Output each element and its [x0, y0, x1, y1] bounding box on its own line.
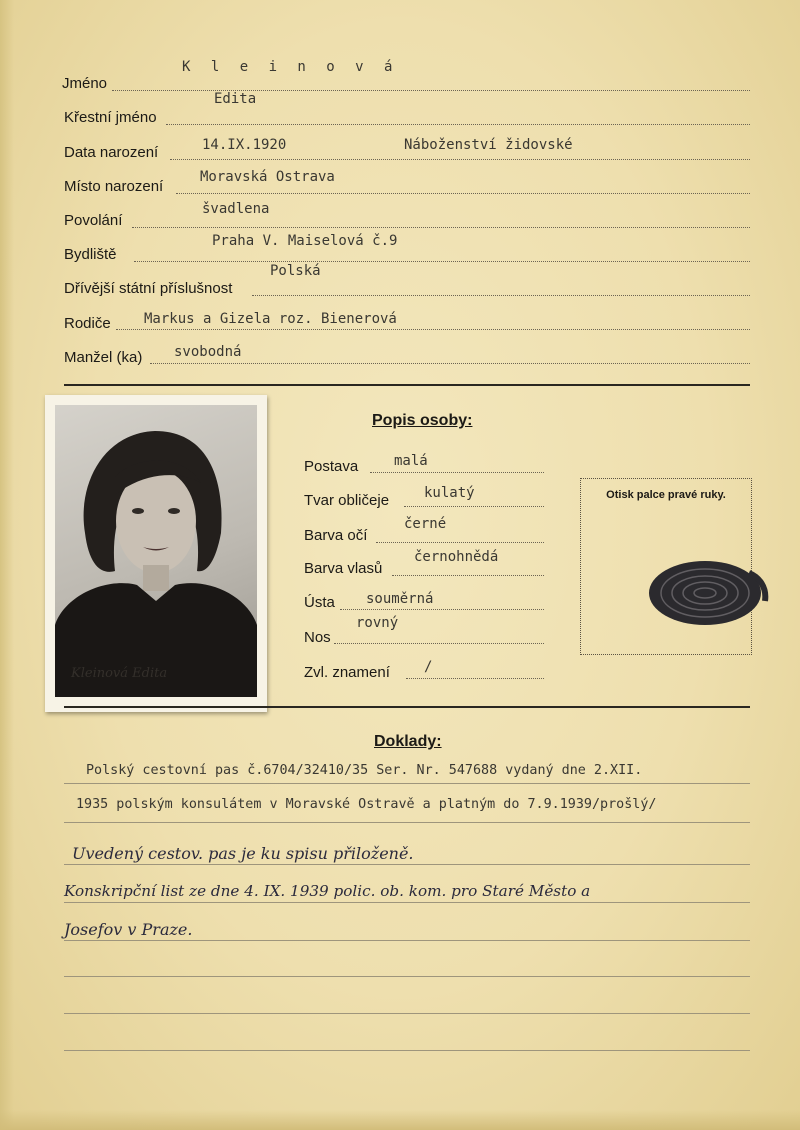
- documents-line-2: 1935 polským konsulátem v Moravské Ostravě a platným do 7.9.1939/prošlý/: [76, 797, 657, 812]
- eyes-label: Barva očí: [304, 527, 368, 544]
- mouth-line: [340, 609, 544, 610]
- section-divider-middle: [64, 706, 750, 708]
- birthplace-line: [176, 193, 750, 194]
- documents-rule-3: [64, 864, 750, 865]
- face-line: [404, 506, 544, 507]
- parents-line: [116, 329, 750, 330]
- residence-value: Praha V. Maiselová č.9: [212, 233, 398, 249]
- surname-line: [112, 90, 750, 91]
- documents-line-1: Polský cestovní pas č.6704/32410/35 Ser. Nr. 547688 vydaný dne 2.XII.: [86, 763, 643, 778]
- thumbprint-image: [647, 555, 771, 627]
- id-photo-card: [45, 395, 267, 712]
- mouth-value: souměrná: [366, 591, 434, 607]
- face-label: Tvar obličeje: [304, 492, 390, 509]
- given-name-line: [166, 124, 750, 125]
- nose-value: rovný: [356, 615, 399, 631]
- occupation-label: Povolání: [64, 212, 123, 229]
- surname-value: K l e i n o v á: [182, 59, 399, 75]
- documents-rule-2: [64, 822, 750, 823]
- marks-value: /: [424, 659, 433, 675]
- former-citizenship-value: Polská: [270, 263, 321, 279]
- build-line: [370, 472, 544, 473]
- occupation-line: [132, 227, 750, 228]
- spouse-value: svobodná: [174, 344, 242, 360]
- former-citizenship-label: Dřívější státní příslušnost: [64, 280, 233, 297]
- paper-edge-left: [0, 0, 14, 1130]
- occupation-value: švadlena: [202, 201, 270, 217]
- documents-rule-4: [64, 902, 750, 903]
- hair-label: Barva vlasů: [304, 560, 383, 577]
- mouth-label: Ústa: [304, 594, 335, 611]
- thumbprint-box: [580, 478, 752, 655]
- handwritten-note-2: Konskripční list ze dne 4. IX. 1939 polic. ob. kom. pro Staré Město a: [64, 882, 591, 900]
- marks-label: Zvl. znamení: [304, 664, 390, 681]
- handwritten-note-1: Uvedený cestov. pas je ku spisu přiloženě.: [72, 844, 414, 863]
- documents-rule-5: [64, 940, 750, 941]
- hair-value: černohnědá: [414, 549, 499, 565]
- spouse-line: [150, 363, 750, 364]
- documents-rule-6: [64, 976, 750, 977]
- documents-rule-1: [64, 783, 750, 784]
- documents-rule-8: [64, 1050, 750, 1051]
- handwritten-note-3: Josefov v Praze.: [64, 920, 193, 939]
- documents-rule-7: [64, 1013, 750, 1014]
- hair-line: [392, 575, 544, 576]
- residence-line: [134, 261, 750, 262]
- birthdate-line: [170, 159, 750, 160]
- description-heading: Popis osoby:: [372, 412, 473, 429]
- given-name-value: Edita: [214, 91, 257, 107]
- birthdate-label: Data narození: [64, 144, 159, 161]
- birthdate-value: 14.IX.1920: [202, 137, 287, 153]
- section-divider-top: [64, 384, 750, 386]
- birthplace-label: Místo narození: [64, 178, 164, 195]
- parents-label: Rodiče: [64, 315, 111, 332]
- former-citizenship-line: [252, 295, 750, 296]
- face-value: kulatý: [424, 485, 475, 501]
- residence-label: Bydliště: [64, 246, 117, 263]
- nose-label: Nos: [304, 629, 331, 646]
- religion-value: Náboženství židovské: [404, 137, 573, 153]
- eyes-value: černé: [404, 516, 447, 532]
- nose-line: [334, 643, 544, 644]
- build-value: malá: [394, 453, 428, 469]
- parents-value: Markus a Gizela roz. Bienerová: [144, 311, 397, 327]
- documents-heading: Doklady:: [374, 733, 442, 750]
- surname-label: Jméno: [62, 75, 108, 92]
- marks-line: [406, 678, 544, 679]
- eyes-line: [376, 542, 544, 543]
- photo-signature: Kleinová Edita: [71, 666, 168, 681]
- paper-edge-bottom: [0, 1110, 800, 1130]
- birthplace-value: Moravská Ostrava: [200, 169, 335, 185]
- thumbprint-caption: Otisk palce pravé ruky.: [606, 489, 726, 501]
- build-label: Postava: [304, 458, 359, 475]
- given-name-label: Křestní jméno: [64, 109, 157, 126]
- id-photo: [55, 405, 257, 697]
- spouse-label: Manžel (ka): [64, 349, 143, 366]
